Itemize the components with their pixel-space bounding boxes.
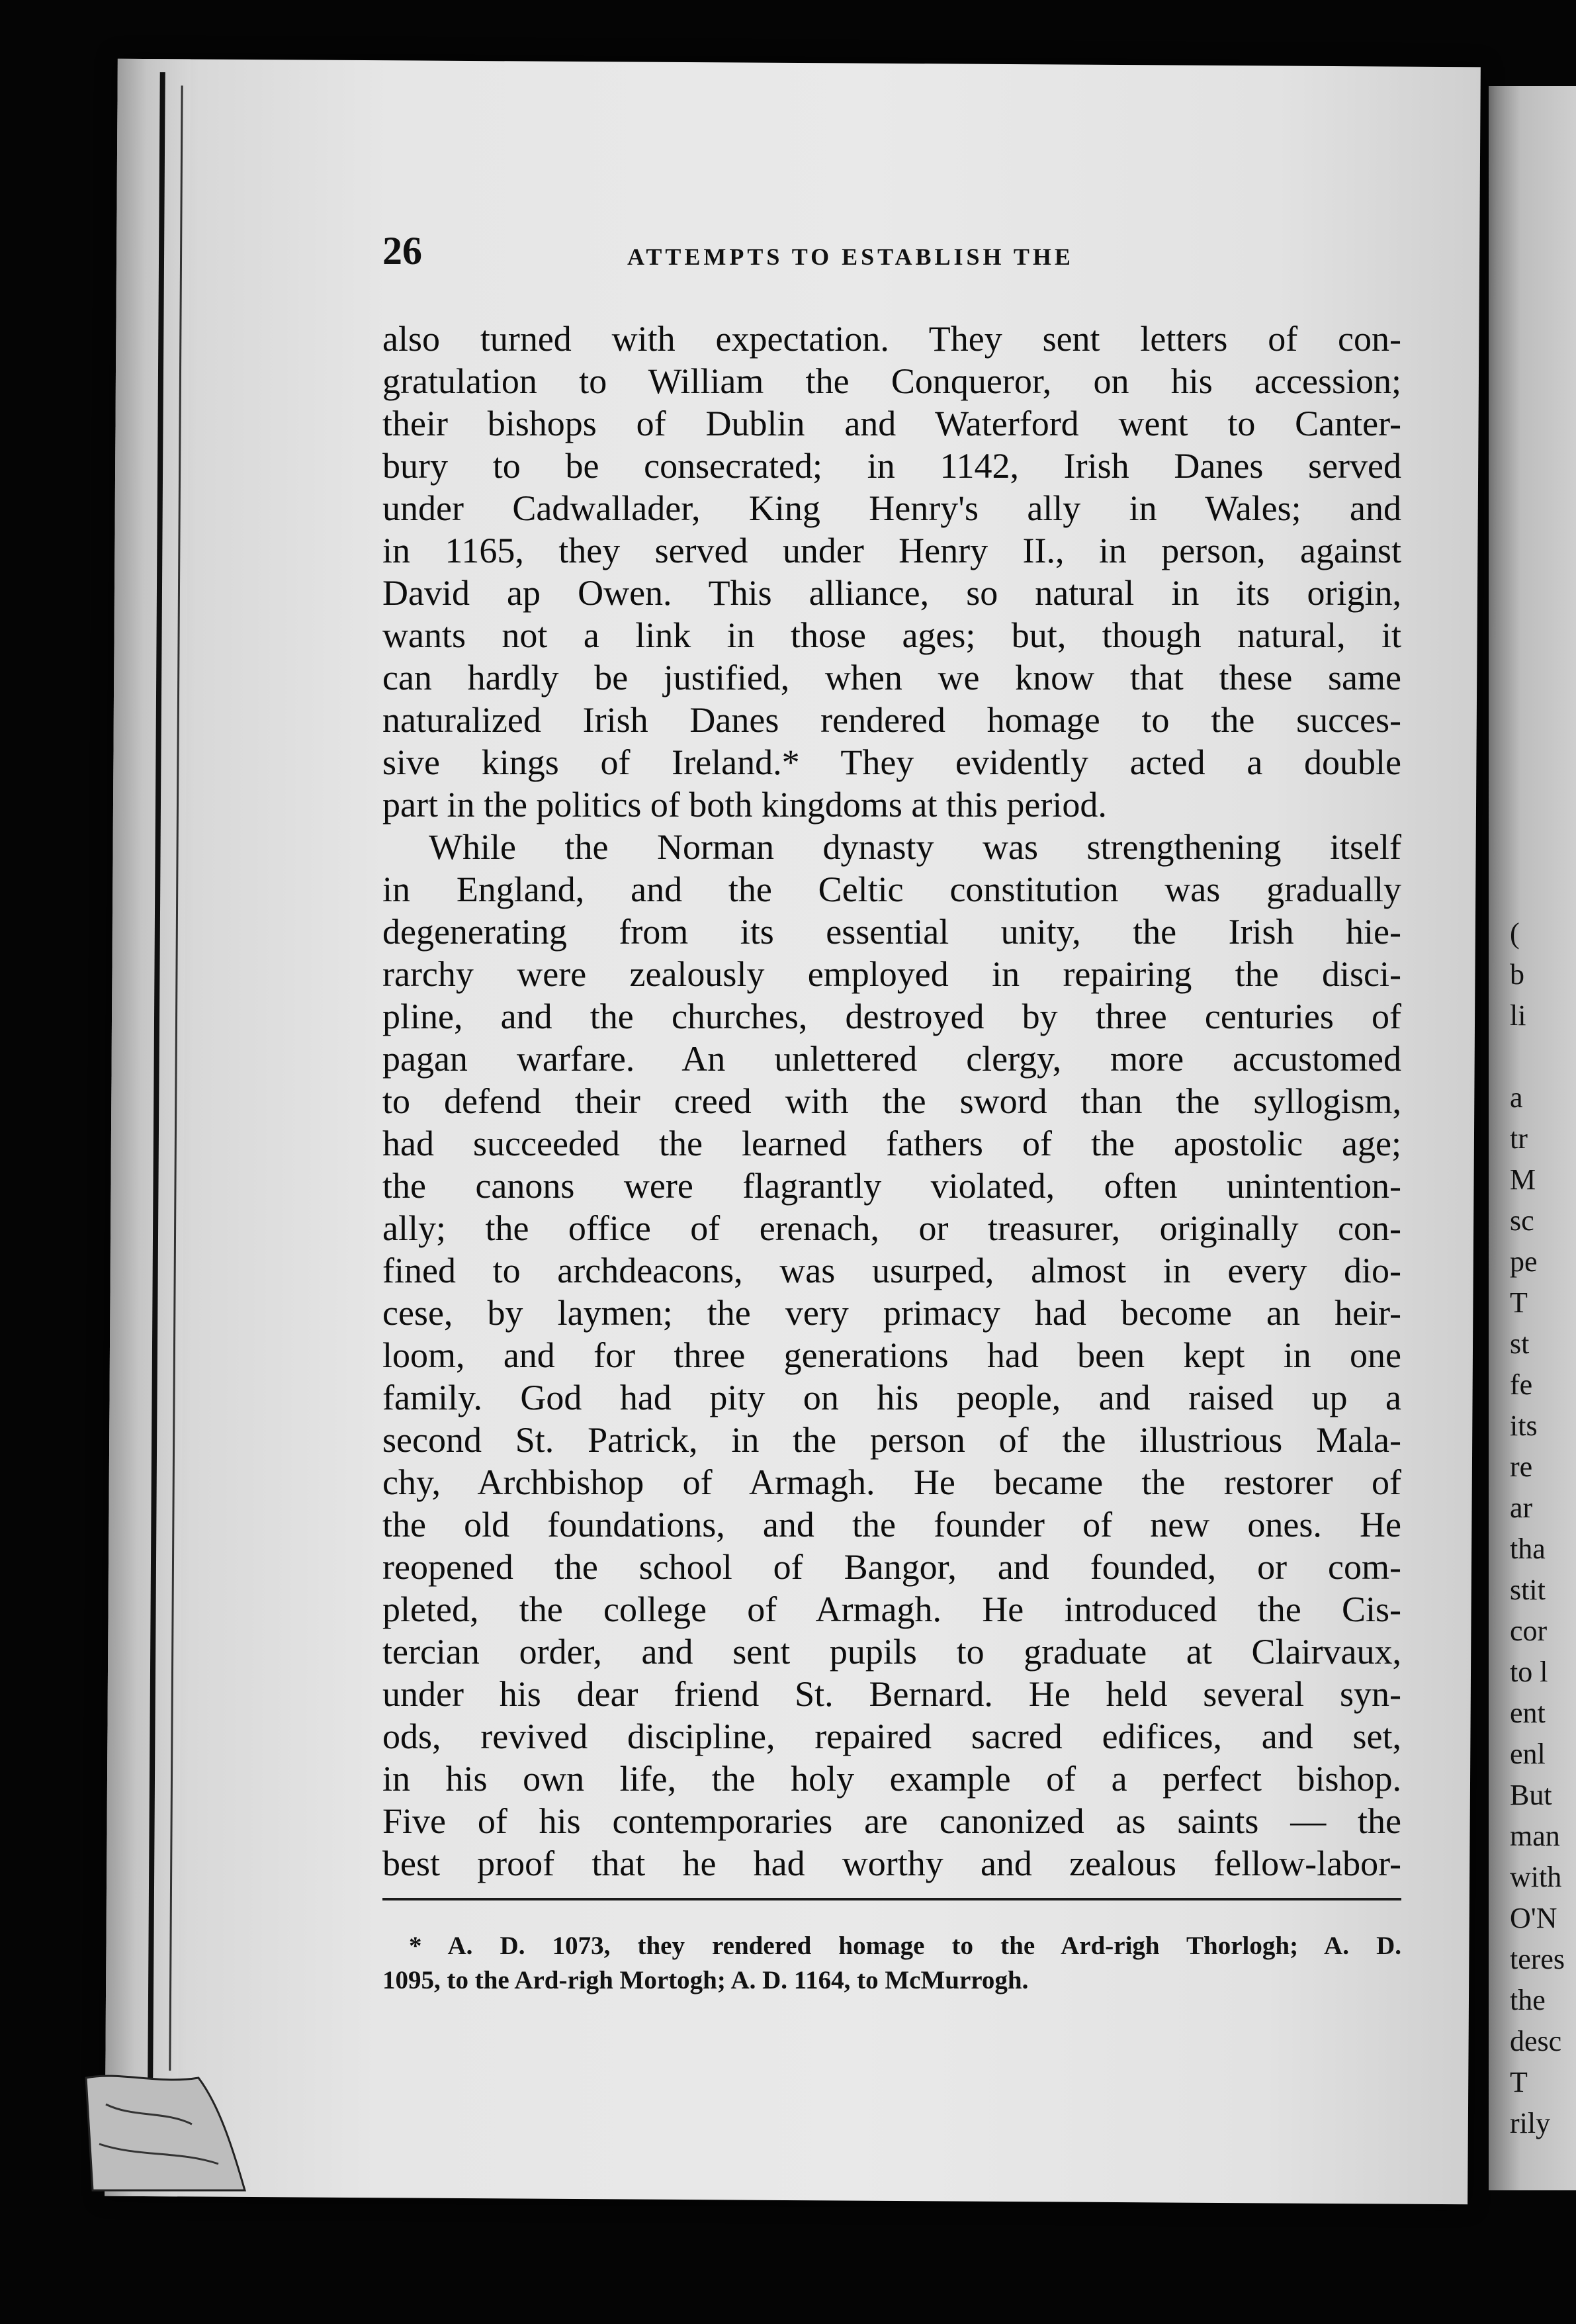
text-line: chy, Archbishop of Armagh. He became the restorer of xyxy=(382,1462,1401,1502)
text-line: in England, and the Celtic constitution was gradually xyxy=(382,870,1401,909)
text-line: reopened the school of Bangor, and founded, or com- xyxy=(382,1547,1401,1587)
page-header xyxy=(382,228,1401,281)
text-line: fined to archdeacons, was usurped, almost in every dio- xyxy=(382,1251,1401,1290)
text-line: ally; the office of erenach, or treasurer, originally con- xyxy=(382,1208,1401,1248)
torn-corner-decoration xyxy=(79,2065,251,2197)
text-line: can hardly be justified, when we know that these same xyxy=(382,658,1401,697)
text-line: second St. Patrick, in the person of the illustrious Mala- xyxy=(382,1420,1401,1460)
text-line: wants not a link in those ages; but, though natural, it xyxy=(382,615,1401,655)
text-line: family. God had pity on his people, and raised up a xyxy=(382,1378,1401,1417)
text-line: the canons were flagrantly violated, often unintention- xyxy=(382,1166,1401,1206)
text-line: had succeeded the learned fathers of the apostolic age; xyxy=(382,1124,1401,1163)
text-line: rarchy were zealously employed in repairing the disci- xyxy=(382,954,1401,994)
text-line: sive kings of Ireland.* They evidently acted a double xyxy=(382,742,1401,782)
text-line: ods, revived discipline, repaired sacred edifices, and set, xyxy=(382,1717,1401,1756)
text-line: David ap Owen. This alliance, so natural in its origin, xyxy=(382,573,1401,613)
text-line: pagan warfare. An unlettered clergy, more accustomed xyxy=(382,1039,1401,1079)
text-line: tercian order, and sent pupils to graduate at Clairvaux, xyxy=(382,1632,1401,1672)
text-line: loom, and for three generations had been kept in one xyxy=(382,1335,1401,1375)
text-line: bury to be consecrated; in 1142, Irish Danes served xyxy=(382,446,1401,486)
footnote-line: 1095, to the Ard-righ Mortogh; A. D. 1164, to McMurrogh. xyxy=(382,1966,1029,1994)
text-line: in 1165, they served under Henry II., in person, against xyxy=(382,531,1401,570)
text-line: under Cadwallader, King Henry's ally in Wales; and xyxy=(382,488,1401,528)
text-line: Five of his contemporaries are canonized as saints — the xyxy=(382,1801,1401,1841)
running-head: ATTEMPTS TO ESTABLISH THE xyxy=(627,244,1074,270)
page-number: 26 xyxy=(382,229,422,273)
text-line: under his dear friend St. Bernard. He held several syn- xyxy=(382,1674,1401,1714)
page-gutter-shadow xyxy=(105,59,191,2197)
text-line: best proof that he had worthy and zealous fellow-labor- xyxy=(382,1844,1401,1883)
footnote xyxy=(382,1929,1401,1998)
text-line: part in the politics of both kingdoms at this period. xyxy=(382,785,1107,825)
text-line: pleted, the college of Armagh. He introduced the Cis- xyxy=(382,1589,1401,1629)
text-line: gratulation to William the Conqueror, on his accession; xyxy=(382,361,1401,401)
text-line: to defend their creed with the sword than the syllogism, xyxy=(382,1081,1401,1121)
footnote-line: * A. D. 1073, they rendered homage to the Ard-righ Thorlogh; A. D. xyxy=(409,1932,1401,1960)
text-line: pline, and the churches, destroyed by three centuries of xyxy=(382,997,1401,1036)
footnote-rule xyxy=(382,1898,1401,1900)
text-line: the old foundations, and the founder of new ones. He xyxy=(382,1505,1401,1544)
text-line: While the Norman dynasty was strengthening itself xyxy=(429,827,1401,867)
text-line: in his own life, the holy example of a perfect bishop. xyxy=(382,1759,1401,1799)
text-line: naturalized Irish Danes rendered homage to the succes- xyxy=(382,700,1401,740)
body-text xyxy=(382,318,1401,1885)
text-line: their bishops of Dublin and Waterford went to Canter- xyxy=(382,404,1401,443)
text-line: degenerating from its essential unity, the Irish hie- xyxy=(382,912,1401,952)
text-line: also turned with expectation. They sent letters of con- xyxy=(382,319,1401,359)
text-line: cese, by laymen; the very primacy had become an heir- xyxy=(382,1293,1401,1333)
adjacent-page-text-fragments: ( b li a tr M sc pe T st fe its re ar tha stit cor to l ent enl But man with O'N teres the desc T rily xyxy=(1510,917,1565,2139)
